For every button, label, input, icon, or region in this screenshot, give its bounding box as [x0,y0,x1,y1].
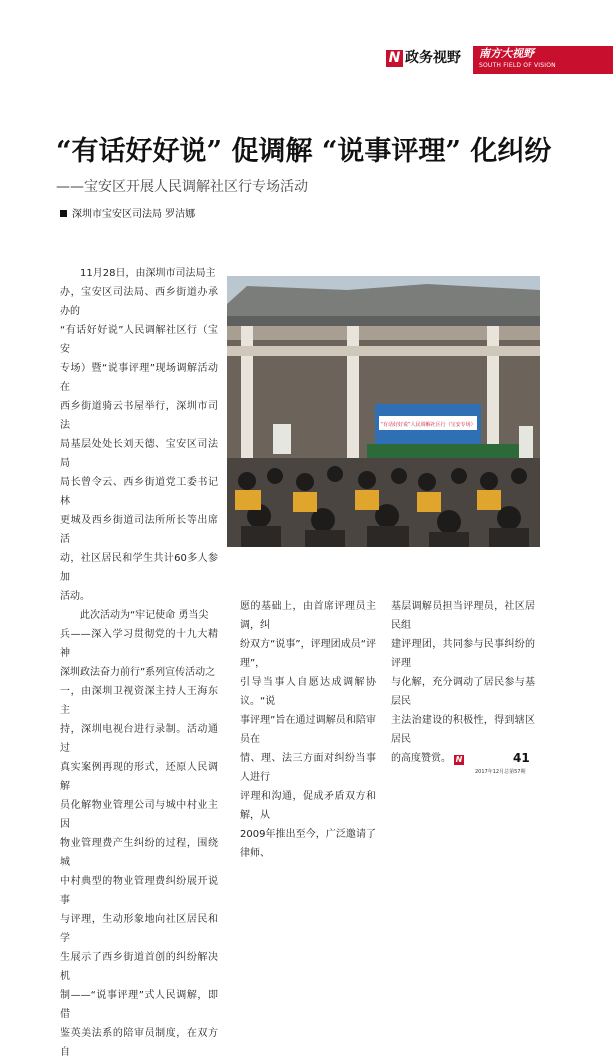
text-line: 更城及西乡街道司法所所长等出席活 [60,515,218,545]
text-line: 物业管理费产生纠纷的过程，围绕城 [60,838,218,868]
text-line: 真实案例再现的形式，还原人民调解 [60,762,218,792]
text-line: 2009年推出至今，广泛邀请了律师、 [240,829,376,859]
article-subtitle: ——宝安区开展人民调解社区行专场活动 [56,179,308,195]
body-column-2 [240,597,376,863]
end-mark-icon: N [455,755,463,764]
text-line: 鉴英美法系的陪审员制度，在双方自 [60,1028,218,1058]
banner-text: “有话好好说”人民调解社区行（宝安专场） [380,422,476,428]
byline-text: 深圳市宝安区司法局 罗洁娜 [72,209,196,220]
section-header [388,46,596,76]
article-title: “有话好好说” 促调解 “说事评理” 化纠纷 [56,136,552,167]
text-line: 11月28日，由深圳市司法局主 [80,268,216,279]
text-line: 深圳政法奋力前行”系列宣传活动之 [60,667,216,678]
text-line: 基层调解员担当评理员，社区居民组 [391,601,535,631]
text-line: 生展示了西乡街道首创的纠纷解决机 [60,952,218,982]
text-line: 引导当事人自愿达成调解协议。“说 [240,677,376,707]
magazine-logo-icon: N [386,50,403,67]
text-line: 活动。 [60,591,90,602]
text-line: 动，社区居民和学生共计60多人参加 [60,553,218,583]
text-line: 员化解物业管理公司与城中村业主因 [60,800,218,830]
text-line: 事评理”旨在通过调解员和陪审员在 [240,715,376,745]
issue-info: 2017年12月总第57期 [475,769,526,775]
brand-box [473,46,613,74]
section-title: 政务视野 [405,50,461,66]
text-line: “有话好好说”人民调解社区行（宝安 [60,325,218,355]
text-line: 一，由深圳卫视资深主持人王海东主 [60,686,218,716]
text-line: 与评理，生动形象地向社区居民和学 [60,914,218,944]
text-line: 主法治建设的积极性，得到辖区居民 [391,715,535,745]
body-column-3 [391,597,535,768]
brand-en: SOUTH FIELD OF VISION [479,62,556,69]
text-line: 兵——深入学习贯彻党的十九大精神 [60,629,218,659]
text-line: 局长曾令云、西乡街道党工委书记林 [60,477,218,507]
text-line: 专场）暨“说事评理”现场调解活动在 [60,363,218,393]
text-line: 中村典型的物业管理费纠纷展开说事 [60,876,218,906]
event-photo [227,276,540,547]
text-line: 制——“说事评理”式人民调解，即借 [60,990,218,1020]
text-line: 愿的基础上，由首席评理员主调，纠 [240,601,376,631]
page-number: 41 [513,751,530,765]
text-line: 办，宝安区司法局、西乡街道办承办的 [60,287,218,317]
text-line: 纷双方“说事”，评理团成员“评理”， [240,639,376,669]
event-photo-illustration [227,276,540,547]
text-line: 持，深圳电视台进行录制。活动通过 [60,724,218,754]
body-column-1 [60,264,218,1062]
brand-cn: 南方大视野 [479,47,534,60]
text-line: 西乡街道骑云书屋举行，深圳市司法 [60,401,218,431]
para-1 [60,264,218,606]
text-line: 建评理团，共同参与民事纠纷的评理 [391,639,535,669]
bullet-square-icon [60,210,67,217]
text-line: 局基层处处长刘天德、宝安区司法局 [60,439,218,469]
text-line: 情、理、法三方面对纠纷当事人进行 [240,753,376,783]
text-line: 的高度赞赏。 [391,753,451,764]
text-line: 与化解，充分调动了居民参与基层民 [391,677,535,707]
text-line: 此次活动为“牢记使命 勇当尖 [80,610,209,621]
text-line: 评理和沟通，促成矛盾双方和解，从 [240,791,376,821]
byline [60,208,195,222]
para-2 [60,606,218,1062]
